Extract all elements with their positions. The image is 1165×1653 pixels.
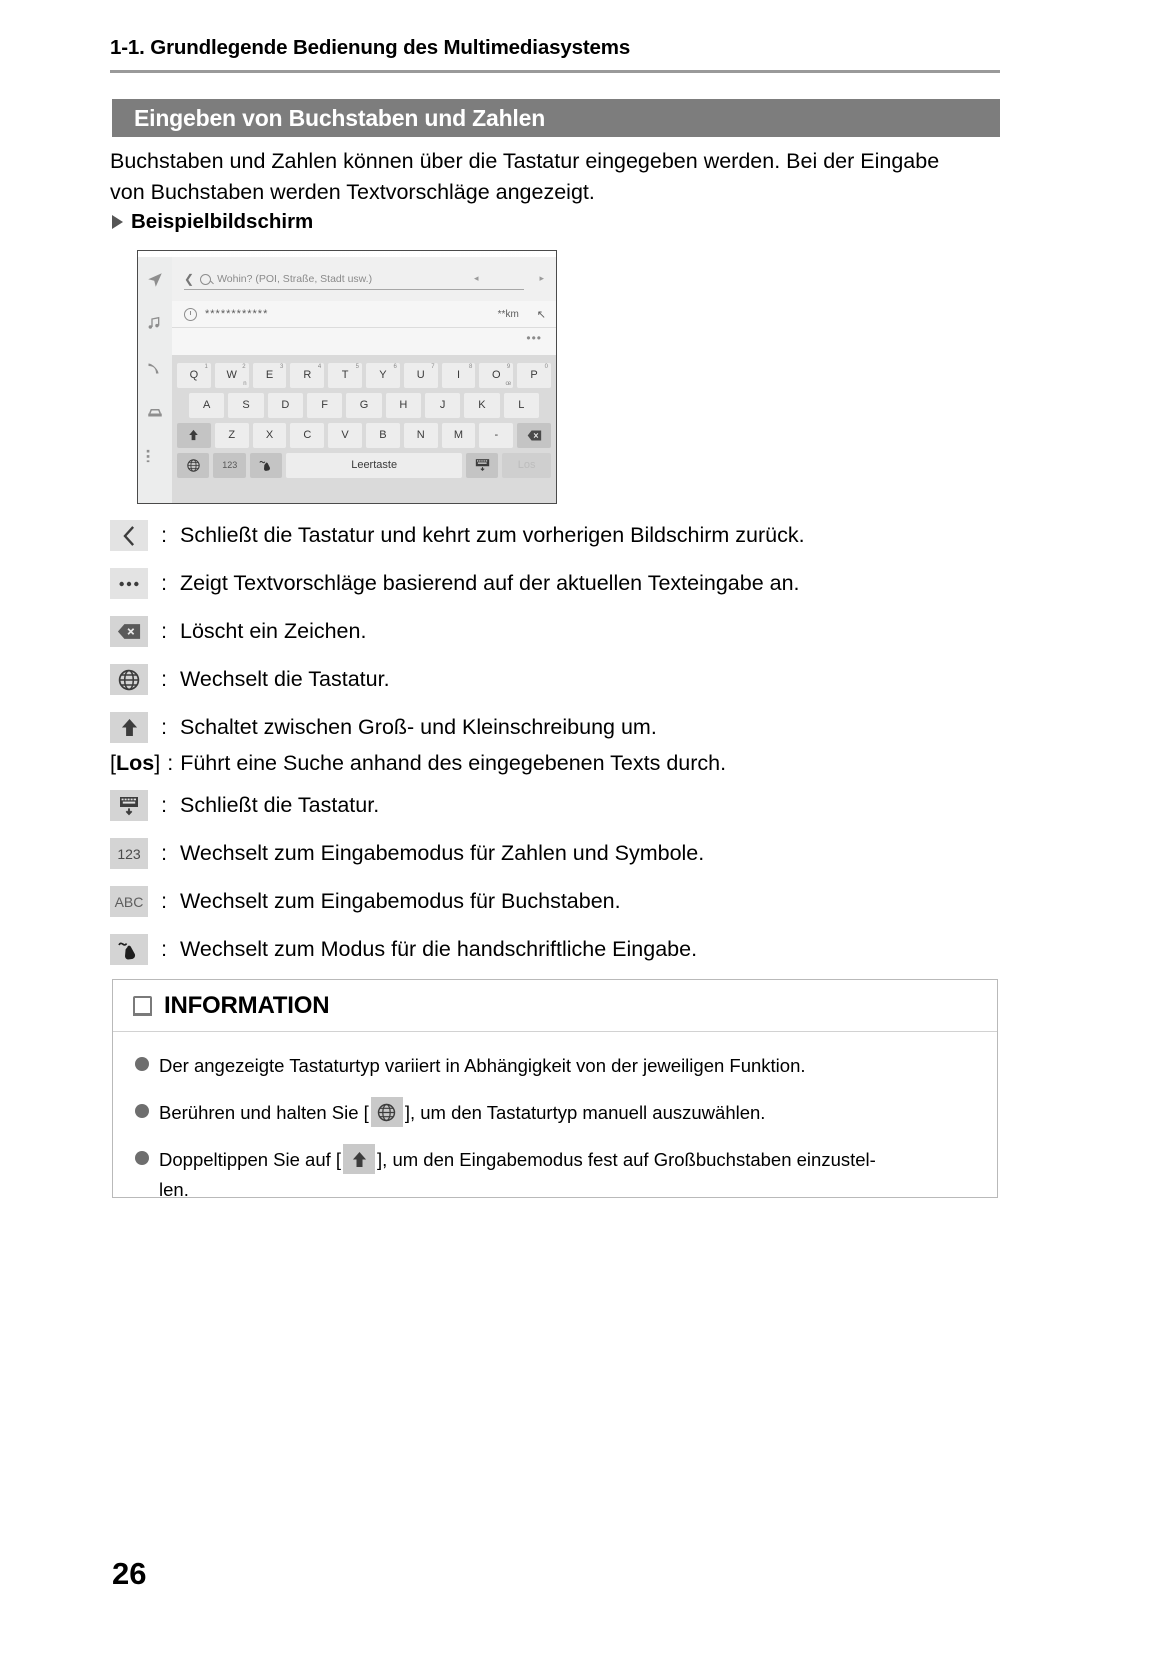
keyboard-row-2 xyxy=(172,390,556,420)
legend-colon: : xyxy=(161,667,167,691)
distance-label: **km xyxy=(497,308,519,320)
key-g[interactable]: G xyxy=(346,393,381,418)
legend-row-back xyxy=(110,520,805,551)
key-s[interactable]: S xyxy=(228,393,263,418)
globe-icon[interactable] xyxy=(371,1097,403,1127)
key-m[interactable]: M xyxy=(442,423,476,448)
back-chevron-icon[interactable]: ❮ xyxy=(184,272,195,286)
key-b[interactable]: B xyxy=(366,423,400,448)
car-icon[interactable] xyxy=(146,405,166,425)
section-title: Eingeben von Buchstaben und Zahlen xyxy=(134,104,546,131)
information-bullet-text xyxy=(159,1146,876,1203)
globe-icon[interactable] xyxy=(110,664,148,695)
bullet-text-post: ], um den Tastaturtyp manuell auszuwählen. xyxy=(404,1102,766,1123)
legend-colon: : xyxy=(161,793,167,817)
search-placeholder-text: Wohin? (POI, Straße, Stadt usw.) xyxy=(217,273,373,285)
example-screen-figure xyxy=(137,250,557,504)
key-y[interactable]: Y 6 xyxy=(366,363,400,388)
intro-paragraph: Buchstaben und Zahlen können über die Tastatur eingegeben werden. Bei der Eingabe von Buchstaben werden Textvorschläge angezeigt. xyxy=(110,149,940,204)
phone-icon[interactable] xyxy=(146,361,166,381)
legend-colon: : xyxy=(161,619,167,643)
key-hyphen[interactable]: - xyxy=(479,423,513,448)
legend-description: Wechselt zum Eingabemodus für Zahlen und Symbole. xyxy=(180,841,705,865)
triangle-bullet-icon xyxy=(112,215,123,229)
navigation-arrow-icon[interactable] xyxy=(146,271,166,291)
key-u[interactable]: U 7 xyxy=(404,363,438,388)
suggestions-ellipsis-icon[interactable]: ••• xyxy=(526,331,542,345)
legend-description: Führt eine Suche anhand des eingegebenen Texts durch. xyxy=(180,751,727,775)
bullet-dot-icon xyxy=(135,1151,149,1165)
list-icon[interactable] xyxy=(146,449,166,469)
numeric-mode-key[interactable]: 123 xyxy=(213,453,245,478)
legend-description: Schließt die Tastatur. xyxy=(180,793,380,817)
key-r[interactable]: R 4 xyxy=(290,363,324,388)
on-screen-keyboard xyxy=(172,355,556,503)
prev-arrow-icon[interactable]: ◂ xyxy=(474,273,479,283)
legend-row-alpha xyxy=(110,886,621,917)
key-a[interactable]: A xyxy=(189,393,224,418)
key-o[interactable]: O 9 œ xyxy=(479,363,513,388)
legend-row-numeric xyxy=(110,838,704,869)
legend-row-shift xyxy=(110,712,657,743)
legend-row-backspace xyxy=(110,616,366,647)
legend-colon: : xyxy=(161,889,167,913)
keyboard-down-icon[interactable] xyxy=(110,790,148,821)
history-clock-icon xyxy=(184,308,197,321)
history-entry-text: ************ xyxy=(205,308,269,320)
bullet-text-pre: Berühren und halten Sie [ xyxy=(159,1102,369,1123)
legend-description: Wechselt zum Eingabemodus für Buchstaben. xyxy=(180,889,621,913)
bullet-dot-icon xyxy=(135,1057,149,1071)
key-p[interactable]: P 0 xyxy=(517,363,551,388)
legend-row-suggestions xyxy=(110,568,800,599)
key-x[interactable]: X xyxy=(253,423,287,448)
legend-colon: : xyxy=(161,715,167,739)
legend-row-handwriting xyxy=(110,934,697,965)
direction-arrow-icon: ↖ xyxy=(536,308,546,321)
book-icon xyxy=(133,996,152,1016)
key-j[interactable]: J xyxy=(425,393,460,418)
legend-description: Wechselt zum Modus für die handschriftliche Eingabe. xyxy=(180,937,698,961)
history-divider xyxy=(172,327,556,328)
search-icon xyxy=(200,274,211,285)
key-h[interactable]: H xyxy=(386,393,421,418)
legend-row-go xyxy=(110,751,726,776)
ellipsis-icon[interactable] xyxy=(110,568,148,599)
shift-icon[interactable] xyxy=(343,1144,375,1174)
subheading xyxy=(112,210,313,234)
bracket-open: [ xyxy=(110,751,116,775)
information-bullet-text: Der angezeigte Tastaturtyp variiert in Abhängigkeit von der jeweiligen Funktion. xyxy=(159,1055,806,1076)
header-divider xyxy=(110,70,1000,73)
go-label: Los xyxy=(115,751,155,775)
legend-colon: : xyxy=(161,571,167,595)
page-number: 26 xyxy=(112,1556,147,1591)
globe-key[interactable] xyxy=(177,453,209,478)
key-i[interactable]: I 8 xyxy=(442,363,476,388)
backspace-icon[interactable] xyxy=(110,616,148,647)
legend-description: Schaltet zwischen Groß- und Kleinschreibung um. xyxy=(180,715,657,739)
next-arrow-icon[interactable]: ▸ xyxy=(539,273,544,283)
key-w[interactable]: W 2 n xyxy=(215,363,249,388)
legend-colon: : xyxy=(161,937,167,961)
key-d[interactable]: D xyxy=(268,393,303,418)
back-chevron-icon[interactable] xyxy=(110,520,148,551)
bullet-text-continued: len. xyxy=(159,1179,189,1201)
key-z[interactable]: Z xyxy=(215,423,249,448)
legend-colon: : xyxy=(161,841,167,865)
legend-description: Schließt die Tastatur und kehrt zum vorherigen Bildschirm zurück. xyxy=(180,523,805,547)
keyboard-row-1 xyxy=(172,355,556,390)
legend-colon: : xyxy=(167,751,174,775)
bullet-text-pre: Doppeltippen Sie auf [ xyxy=(159,1149,342,1170)
subheading-label: Beispielbildschirm xyxy=(131,210,314,233)
backspace-key[interactable] xyxy=(517,423,551,448)
information-header xyxy=(113,980,997,1032)
bullet-dot-icon xyxy=(135,1104,149,1118)
information-bullet-1 xyxy=(135,1052,806,1079)
go-key[interactable]: Los xyxy=(502,453,551,478)
search-input[interactable] xyxy=(184,269,524,290)
legend-description: Löscht ein Zeichen. xyxy=(180,619,367,643)
key-e[interactable]: E 3 xyxy=(253,363,287,388)
legend-colon: : xyxy=(161,523,167,547)
keyboard-row-3 xyxy=(172,420,556,450)
space-key[interactable]: Leertaste xyxy=(286,453,461,478)
information-bullet-text xyxy=(159,1099,765,1129)
bracket-close: ] xyxy=(154,751,161,775)
alpha-mode-icon[interactable]: ABC xyxy=(110,886,148,917)
information-bullet-2 xyxy=(135,1099,765,1129)
hide-keyboard-key[interactable] xyxy=(466,453,498,478)
key-q[interactable]: Q 1 xyxy=(177,363,211,388)
key-k[interactable]: K xyxy=(464,393,499,418)
page-arrows[interactable] xyxy=(474,273,544,284)
information-title: INFORMATION xyxy=(164,991,330,1019)
shift-key[interactable] xyxy=(177,423,211,448)
music-note-icon[interactable] xyxy=(146,315,166,335)
keyboard-row-4 xyxy=(172,450,556,480)
key-t[interactable]: T 5 xyxy=(328,363,362,388)
numeric-mode-icon[interactable]: 123 xyxy=(110,838,148,869)
legend-description: Wechselt die Tastatur. xyxy=(180,667,390,691)
legend-row-globe xyxy=(110,664,390,695)
handwriting-icon[interactable] xyxy=(110,934,148,965)
bullet-text-post: ], um den Eingabemodus fest auf Großbuchstaben einzustel- xyxy=(377,1149,876,1170)
section-heading-bar xyxy=(112,99,1000,137)
handwriting-key[interactable] xyxy=(250,453,282,478)
legend-row-hide-keyboard xyxy=(110,790,379,821)
information-bullet-3 xyxy=(135,1146,876,1203)
key-l[interactable]: L xyxy=(504,393,539,418)
shift-icon[interactable] xyxy=(110,712,148,743)
running-header: 1-1. Grundlegende Bedienung des Multimediasystems xyxy=(110,36,631,59)
legend-description: Zeigt Textvorschläge basierend auf der aktuellen Texteingabe an. xyxy=(180,571,800,595)
key-n[interactable]: N xyxy=(404,423,438,448)
key-c[interactable]: C xyxy=(290,423,324,448)
key-f[interactable]: F xyxy=(307,393,342,418)
information-box xyxy=(112,979,998,1201)
key-v[interactable]: V xyxy=(328,423,362,448)
screen-side-rail xyxy=(138,257,172,503)
history-row[interactable] xyxy=(184,303,546,325)
